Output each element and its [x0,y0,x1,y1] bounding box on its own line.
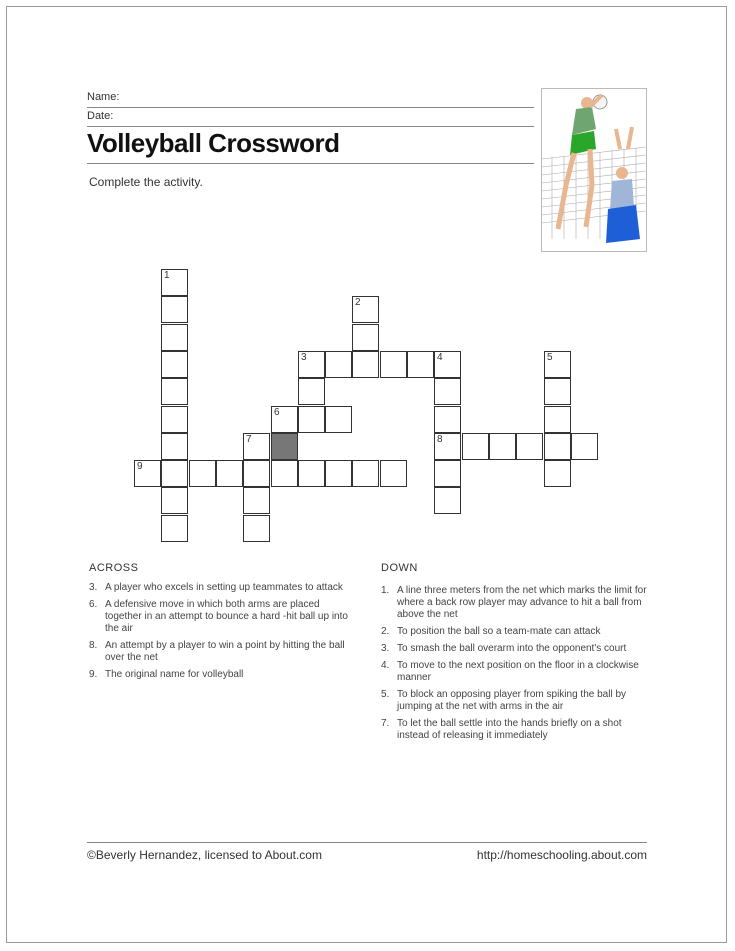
clue-number: 3 [301,352,307,363]
name-label: Name: [87,91,120,103]
across-heading: ACROSS [89,562,139,574]
crossword-cell[interactable] [434,487,461,514]
page-title: Volleyball Crossword [87,128,340,158]
across-clue [89,640,359,664]
clue-number: 5 [547,352,553,363]
clue-number: 6. [89,599,98,610]
clue-number: 1 [164,270,170,281]
crossword-cell[interactable] [298,460,325,487]
down-clue [381,626,647,638]
crossword-cell[interactable] [516,433,543,460]
clue-text: To position the ball so a team-mate can attack [397,626,601,637]
date-line[interactable] [87,126,534,127]
crossword-cell[interactable] [380,460,407,487]
clue-number: 4 [437,352,443,363]
down-clue [381,718,647,742]
crossword-cell[interactable] [544,378,571,405]
volleyball-players-illustration [541,88,647,252]
crossword-cell[interactable] [352,296,379,323]
date-label: Date: [87,110,114,122]
crossword-cell[interactable] [434,406,461,433]
clue-text: An attempt by a player to win a point by hitting the ball over the net [105,640,345,663]
down-heading: DOWN [381,562,418,574]
crossword-cell[interactable] [271,406,298,433]
crossword-cell[interactable] [462,433,489,460]
crossword-cell[interactable] [434,378,461,405]
crossword-cell[interactable] [352,351,379,378]
crossword-cell[interactable] [161,269,188,296]
clue-text: To smash the ball overarm into the opponent's court [397,643,627,654]
crossword-cell[interactable] [161,296,188,323]
clue-text: To let the ball settle into the hands briefly on a shot instead of releasing it immediately [397,718,622,741]
clue-text: A defensive move in which both arms are placed together in an attempt to bounce a hard -hit ball up into the air [105,599,348,634]
crossword-cell[interactable] [489,433,516,460]
crossword-cell[interactable] [161,487,188,514]
crossword-cell[interactable] [161,351,188,378]
crossword-cell[interactable] [243,433,270,460]
crossword-cell[interactable] [161,406,188,433]
down-clue [381,643,647,655]
clue-number: 9. [89,669,98,680]
crossword-cell[interactable] [243,487,270,514]
crossword-cell[interactable] [189,460,216,487]
clue-number: 8. [89,640,98,651]
crossword-cell[interactable] [352,460,379,487]
clue-number: 6 [274,407,280,418]
crossword-cell[interactable] [544,460,571,487]
clue-number: 2. [381,626,390,637]
clue-number: 7. [381,718,390,729]
clue-text: The original name for volleyball [105,669,244,680]
crossword-cell[interactable] [134,460,161,487]
crossword-cell[interactable] [434,351,461,378]
crossword-cell[interactable] [434,460,461,487]
crossword-cell[interactable] [161,324,188,351]
instructions-text: Complete the activity. [89,175,203,189]
crossword-cell[interactable] [571,433,598,460]
down-clue [381,585,647,621]
crossword-cell[interactable] [380,351,407,378]
clue-text: To move to the next position on the floor in a clockwise manner [397,660,639,683]
down-clue [381,660,647,684]
crossword-cell[interactable] [243,515,270,542]
clue-text: To block an opposing player from spiking the ball by jumping at the net with arms in the air [397,689,627,712]
clue-number: 7 [246,434,252,445]
crossword-cell[interactable] [161,433,188,460]
clue-number: 1. [381,585,390,596]
down-clue [381,689,647,713]
volleyball-icon [542,89,646,251]
crossword-cell[interactable] [298,406,325,433]
crossword-cell[interactable] [161,378,188,405]
clue-number: 2 [355,297,361,308]
crossword-cell[interactable] [325,406,352,433]
crossword-cell[interactable] [298,351,325,378]
copyright-text: ©Beverly Hernandez, licensed to About.com [87,848,322,862]
crossword-cell[interactable] [216,460,243,487]
crossword-cell[interactable] [544,406,571,433]
crossword-cell[interactable] [544,351,571,378]
footer-url-link[interactable]: http://homeschooling.about.com [476,848,647,862]
across-clues [89,582,359,686]
across-clue [89,582,359,594]
crossword-cell[interactable] [271,460,298,487]
clue-number: 5. [381,689,390,700]
across-clue [89,669,359,681]
crossword-cell[interactable] [298,378,325,405]
crossword-cell[interactable] [325,460,352,487]
crossword-cell[interactable] [161,515,188,542]
footer-divider [87,842,647,843]
title-underline [87,163,534,164]
clue-text: A player who excels in setting up teammates to attack [105,582,343,593]
crossword-cell[interactable] [161,460,188,487]
crossword-cell[interactable] [243,460,270,487]
crossword-cell[interactable] [544,433,571,460]
crossword-cell[interactable] [407,351,434,378]
crossword-shaded-cell [271,433,298,460]
clue-number: 8 [437,434,443,445]
crossword-cell[interactable] [325,351,352,378]
crossword-cell[interactable] [434,433,461,460]
down-clues [381,585,647,747]
clue-number: 9 [137,461,143,472]
across-clue [89,599,359,635]
crossword-cell[interactable] [352,324,379,351]
clue-text: A line three meters from the net which marks the limit for where a back row player may advance to hit a ball from above the net [397,585,647,620]
clue-number: 3. [89,582,98,593]
clue-number: 4. [381,660,390,671]
clue-number: 3. [381,643,390,654]
name-line[interactable] [87,107,534,108]
